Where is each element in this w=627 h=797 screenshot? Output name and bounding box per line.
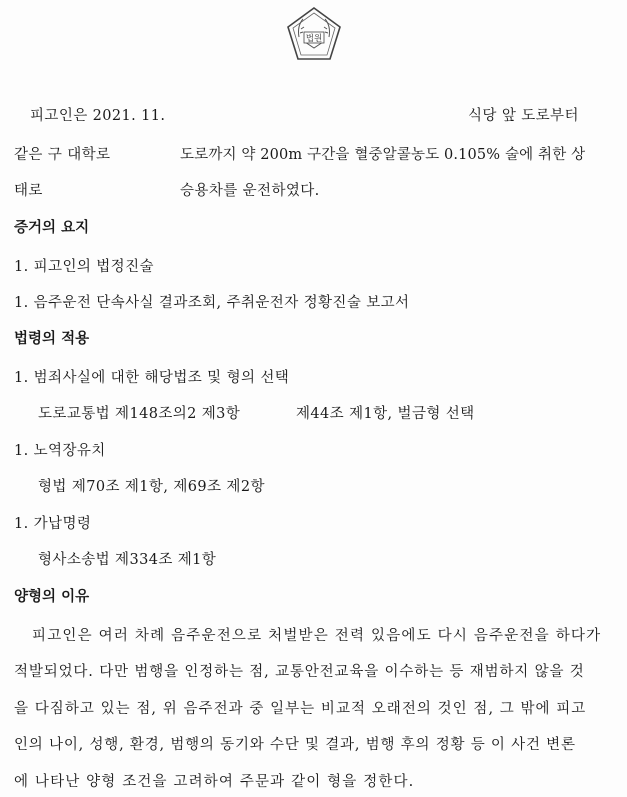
law-item-3-detail: 형사소송법 제334조 제1항 bbox=[38, 552, 217, 568]
evidence-item-2: 1. 음주운전 단속사실 결과조회, 주취운전자 정황진술 보고서 bbox=[14, 295, 410, 311]
law-item-2: 1. 노역장유치 bbox=[14, 443, 106, 459]
law-item-3: 1. 가납명령 bbox=[14, 516, 92, 532]
law-item-1: 1. 범죄사실에 대한 해당법조 및 형의 선택 bbox=[14, 370, 290, 386]
sentencing-heading: 양형의 이유 bbox=[14, 589, 90, 605]
sentencing-line-2: 적발되었다. 다만 범행을 인정하는 점, 교통안전교육을 이수하는 등 재범하지 않을 것 bbox=[14, 664, 585, 680]
facts-line-2a: 같은 구 대학로 bbox=[14, 147, 111, 163]
law-heading: 법령의 적용 bbox=[14, 331, 90, 347]
facts-line-1a: 피고인은 2021. 11. bbox=[30, 108, 166, 124]
evidence-heading: 증거의 요지 bbox=[14, 220, 90, 236]
sentencing-line-1: 피고인은 여러 차례 음주운전으로 처벌받은 전력 있음에도 다시 음주운전을 하다가 bbox=[32, 628, 602, 644]
sentencing-line-4: 인의 나이, 성행, 환경, 범행의 동기와 수단 및 결과, 범행 후의 정황 등 이 사건 변론 bbox=[14, 737, 576, 753]
facts-line-3a: 태로 bbox=[14, 183, 43, 199]
law-item-2-detail: 형법 제70조 제1항, 제69조 제2항 bbox=[38, 479, 265, 495]
law-item-1-detail-b: 제44조 제1항, 벌금형 선택 bbox=[296, 406, 475, 422]
facts-line-3b: 승용차를 운전하였다. bbox=[180, 183, 320, 199]
facts-line-2b: 도로까지 약 200m 구간을 혈중알콜농도 0.105% 술에 취한 상 bbox=[180, 147, 586, 163]
sentencing-line-5: 에 나타난 양형 조건을 고려하여 주문과 같이 형을 정한다. bbox=[14, 774, 415, 790]
facts-line-1b: 식당 앞 도로부터 bbox=[468, 108, 579, 124]
evidence-item-1: 1. 피고인의 법정진술 bbox=[14, 259, 154, 275]
court-emblem-icon bbox=[283, 4, 345, 66]
law-item-1-detail-a: 도로교통법 제148조의2 제3항 bbox=[38, 406, 241, 422]
sentencing-line-3: 을 다짐하고 있는 점, 위 음주전과 중 일부는 비교적 오래전의 것인 점, 그 밖에 피고 bbox=[14, 701, 587, 717]
seal-text: 법원 bbox=[305, 34, 323, 44]
